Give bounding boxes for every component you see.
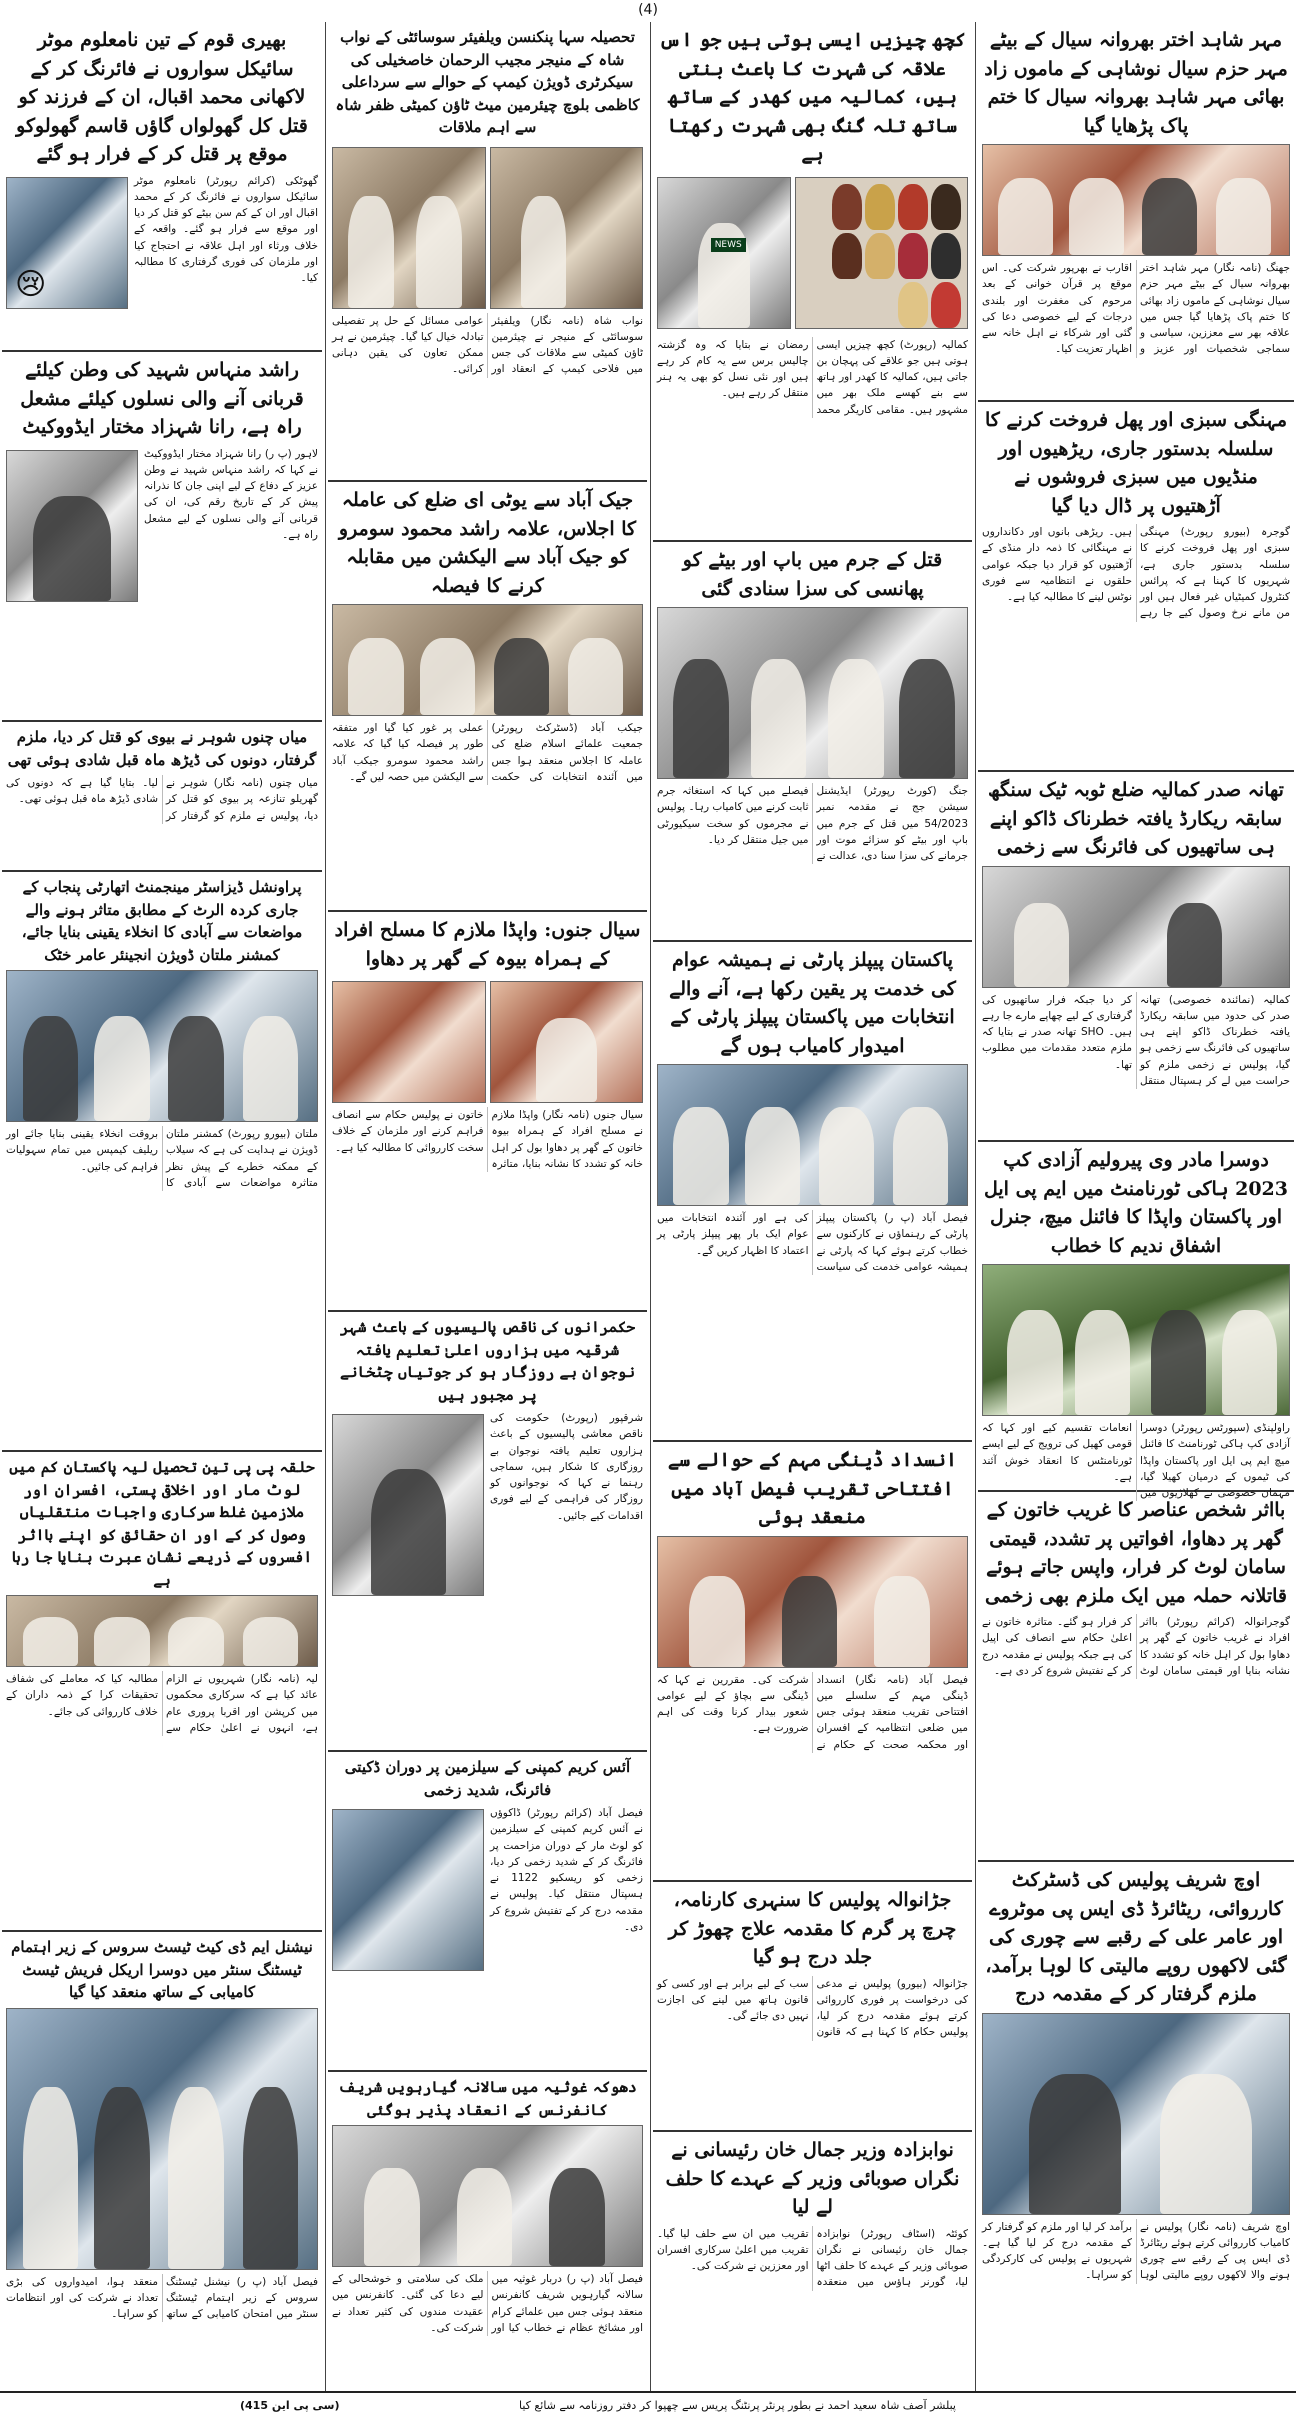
headline: راشد منہاس شہید کی وطن کیلئے قربانی آنے والی نسلوں کیلئے مشعل راہ ہے، رانا شہزاد مختار ایڈووکیٹ <box>20 359 304 438</box>
advocate-portrait <box>6 450 138 602</box>
hockey-photo <box>982 1264 1290 1416</box>
column-4 <box>653 22 972 2392</box>
headline: پراونشل ڈیزاسٹر مینجمنٹ اتھارٹی پنجاب کے جاری کردہ الرٹ کے مطابق متاثر ہونے والے مواضعات سے آبادی کا انخلاء یقینی بنایا جائے، کمشنر ملتان ڈویژن انجینئر عامر خٹک <box>21 878 303 964</box>
jui-meeting-photo <box>332 604 643 716</box>
column-5 <box>978 22 1294 2392</box>
headline: حکمرانوں کی ناقص پالیسیوں کے باعث شہر شرقیہ میں ہزاروں اعلیٰ تعلیم یافتہ نوجوان بے روزگار ہو کر جوتیاں چٹخانے پر مجبور ہیں <box>339 1318 635 1404</box>
story-unemployment <box>328 1312 647 1752</box>
story-body: ملتان (بیورو رپورٹ) کمشنر ملتان ڈویژن نے ہدایت کی ہے کہ سیلاب کے ممکنہ خطرے کے پیش نظر متاثرہ مواضعات سے آبادی کا بروقت انخلاء یقینی بنایا جائے اور ریلیف کیمپس میں تمام سہولیات فراہم کی جائیں۔ <box>6 1128 318 1189</box>
story-body: فیصل آباد (پ ر) پاکستان پیپلز پارٹی کے رہنماؤں نے کارکنوں سے خطاب کرتے ہوئے کہا کہ پارٹی نے ہمیشہ عوامی خدمت کی سیاست کی ہے اور آئندہ انتخابات میں عوام ایک بار پھر پیپلز پارٹی پر اعتماد کا اظہار کریں گے۔ <box>657 1212 968 1273</box>
story-vegetables <box>978 402 1294 772</box>
injury-photo <box>332 981 486 1103</box>
story-death-sentence <box>653 542 972 942</box>
headline: قتل کے جرم میں باپ اور بیٹے کو پھانسی کی سزا سنادی گئی <box>682 549 943 600</box>
headline: مہر شاہد اختر بھروانہ سیال کے بیٹے مہر حزم سیال نوشاہی کے ماموں زاد بھائی مہر شاہد بھروانہ سیال کا ختم پاک پڑھایا گیا <box>984 29 1288 137</box>
story-body: کوئٹہ (اسٹاف رپورٹر) نوابزادہ جمال خان رئیسانی نے نگران صوبائی وزیر کے عہدے کا حلف اٹھا لیا، گورنر ہاؤس میں منعقدہ تقریب میں ان سے حلف لیا گیا۔ تقریب میں اعلیٰ سرکاری افسران اور معززین نے شرکت کی۔ <box>657 2227 968 2289</box>
story-dengue <box>653 1442 972 1882</box>
story-body: راولپنڈی (سپورٹس رپورٹر) دوسرا آزادی کپ ہاکی ٹورنامنٹ کا فائنل میچ ایم پی ایل اور پاکستان واپڈا کی ٹیموں کے درمیان کھیلا گیا، مہمان خصوصی نے کھلاڑیوں میں انعامات تقسیم کیے اور کہا کہ قومی کھیل کی ترویج کے لیے ایسے ٹورنامنٹس کا انعقاد خوش آئند ہے۔ <box>982 1422 1290 1500</box>
story-corruption <box>2 1452 322 1932</box>
headline: جیک آباد سے یوٹی ای ضلع کی عاملہ کا اجلاس، علامہ راشد محمود سومرو کو جیک آباد سے الیکشن میں مقابلہ کرنے کا فیصلہ <box>338 489 637 597</box>
story-jaranwala <box>653 1882 972 2132</box>
headline: میاں چنوں شوہر نے بیوی کو قتل کر دیا، ملزم گرفتار، دونوں کی ڈیڑھ ماہ قبل شادی ہوئی تھی <box>7 728 317 769</box>
headline: نوابزادہ وزیر جمال خان رئیسانی نے نگراں صوبائی وزیر کے عہدے کا حلف لے لیا <box>665 2139 960 2218</box>
conference-photo <box>332 2125 643 2267</box>
story-body: لیہ (نامہ نگار) شہریوں نے الزام عائد کیا ہے کہ سرکاری محکموں میں کرپشن اور اقربا پروری عام ہے، انہوں نے اعلیٰ حکام سے مطالبہ کیا کہ معاملے کی شفاف تحقیقات کرا کے ذمہ داران کے خلاف کارروائی کی جائے۔ <box>6 1673 318 1734</box>
story-body: میاں چنوں (نامہ نگار) شوہر نے گھریلو تنازعہ پر بیوی کو قتل کر دیا، پولیس نے ملزم کو گرفتار کر لیا۔ بتایا گیا ہے کہ دونوں کی شادی ڈیڑھ ماہ قبل ہوئی تھی۔ <box>6 777 318 822</box>
story-body: شرقپور (رپورٹ) حکومت کی ناقص معاشی پالیسیوں کے باعث ہزاروں تعلیم یافتہ نوجوان بے روزگاری کا شکار ہیں، سماجی رہنما نے کہا کہ نوجوانوں کو روزگار کی فراہمی کے لیے فوری اقدامات کیے جائیں۔ <box>490 1412 643 1522</box>
story-oath <box>653 2132 972 2392</box>
footer-cpn-code: (سی پی این 415) <box>240 2399 340 2412</box>
headline: پاکستان پیپلز پارٹی نے ہمیشہ عوام کی خدمت پر یقین رکھا ہے، آنے والے انتخابات میں پاکستان پیپلز پارٹی کے امیدوار کامیاب ہوں گے <box>669 949 956 1057</box>
office-photo-1 <box>490 147 644 309</box>
portrait-photo <box>332 1414 484 1596</box>
headline: نیشنل ایم ڈی کیٹ ٹیسٹ سروس کے زیر اہتمام ٹیسٹنگ سنٹر میں دوسرا اریکل فریش ٹیسٹ کامیابی کے ساتھ منعقد کیا گیا <box>11 1938 313 2001</box>
ribbon-cutting-photo <box>657 1536 968 1668</box>
story-body: کمالیہ (نمائندہ خصوصی) تھانہ صدر کی حدود میں سابقہ ریکارڈ یافتہ خطرناک ڈاکو اپنے ہی ساتھیوں کی فائرنگ سے زخمی ہو گیا، پولیس نے زخمی ملزم کو حراست میں لے کر ہسپتال منتقل کر دیا جبکہ فرار ساتھیوں کی گرفتاری کے لیے چھاپے مارے جا رہے ہیں۔ SHO تھانہ صدر نے بتایا کہ ملزم متعدد مقدمات میں مطلوب تھا۔ <box>982 993 1290 1087</box>
story-body: نواب شاہ (نامہ نگار) ویلفیئر سوسائٹی کے منیجر نے چیئرمین ٹاؤن کمیٹی سے ملاقات کی جس میں فلاحی کیمپ کے انعقاد اور عوامی مسائل کے حل پر تفصیلی تبادلہ خیال کیا گیا۔ چیئرمین نے ہر ممکن تعاون کی یقین دہانی کرائی۔ <box>332 314 643 376</box>
story-body: سیال جنوں (نامہ نگار) واپڈا ملازم نے مسلح افراد کے ہمراہ بیوہ خاتون کے گھر پر دھاوا بول کر اہل خانہ کو تشدد کا نشانہ بنایا، متاثرہ خاتون نے پولیس حکام سے انصاف فراہم کرنے اور ملزمان کے خلاف سخت کارروائی کا مطالبہ کیا ہے۔ <box>332 1109 643 1170</box>
artisan-photo <box>657 177 791 329</box>
office-photo-2 <box>332 147 486 309</box>
exam-hall-photo <box>6 2008 318 2270</box>
story-shoes <box>653 22 972 542</box>
story-ice-cream <box>328 1752 647 2072</box>
story-conference <box>328 2072 647 2402</box>
story-iron-recovered <box>978 1862 1294 2372</box>
headline: انسداد ڈینگی مہم کے حوالے سے افتتاحی تقریب فیصل آباد میں منعقد ہوئی <box>667 1449 958 1528</box>
headline: دھوکہ غوثیہ میں سالانہ گیارہویں شریف کانفرنس کے انعقاد پذیر ہوگئی <box>338 2078 637 2119</box>
story-ppp <box>653 942 972 1442</box>
story-body: جڑانوالہ (بیورو) پولیس نے مدعی کی درخواست پر فوری کارروائی کرتے ہوئے مقدمہ درج کر لیا، پولیس حکام کا کہنا ہے کہ قانون سب کے لیے برابر ہے اور کسی کو قانون ہاتھ میں لینے کی اجازت نہیں دی جائے گی۔ <box>657 1977 968 2039</box>
headline: جڑانوالہ پولیس کا سنہری کارنامہ، چرچ پر گرم کا مقدمہ علاج چھوڑ کر جلد درج ہو گیا <box>668 1889 957 1968</box>
headline: تحصیلہ سہا پنکنسن ویلفیئر سوسائٹی کے نواب شاہ کے منیجر مجیب الرحمان خاصخیلی کی سیکرٹری ڈویژن کیمپ کے حوالے سے سرداعلی کاظمی بلوچ چیئرمین میٹ ٹاؤن کمیٹی ظفر شاہ سے اہم ملاقات <box>335 28 640 136</box>
story-rashid-minhas <box>2 352 322 722</box>
headline: اوچ شریف پولیس کی ڈسٹرکٹ کارروائی، ریٹائرڈ ڈی ایس پی موٹروے اور عامر علی کے رقبے سے چوری کی گئی لاکھوں روپے مالیتی کا لوہا برآمد، ملزم گرفتار کر کے مقدمہ درج <box>985 1869 1287 2005</box>
story-widow <box>328 912 647 1312</box>
victim-photo <box>6 177 128 309</box>
column-2 <box>2 22 322 2392</box>
crying-emoji-icon: 😢 <box>15 266 47 302</box>
gathering-photo <box>982 144 1290 256</box>
headline: سیال جنوں: واپڈا ملازم کا مسلح افراد کے ہمراہ بیوہ کے گھر پر دھاوا <box>334 919 641 970</box>
officials-photo <box>6 1595 318 1667</box>
story-body: گوجرانوالہ (کرائم رپورٹر) بااثر افراد نے غریب خاتون کے گھر پر دھاوا بول کر اہل خانہ کو تشدد کا نشانہ بنایا اور قیمتی سامان لوٹ کر فرار ہو گئے۔ متاثرہ خاتون نے اعلیٰ حکام سے انصاف کی اپیل کی ہے جبکہ پولیس نے مقدمہ درج کر کے تفتیش شروع کر دی ہے۔ <box>982 1616 1290 1677</box>
story-khatam <box>978 22 1294 402</box>
story-jui <box>328 482 647 912</box>
story-body: جھنگ (نامہ نگار) مہر شاہد اختر بھروانہ سیال کے بیٹے مہر حزم سیال نوشاہی کے ماموں زاد بھائی کا ختم پاک پڑھایا گیا جس میں علاقہ بھر سے معززین، سیاسی و سماجی شخصیات اور عزیز و اقارب نے بھرپور شرکت کی۔ اس موقع پر قرآن خوانی کے بعد مرحوم کی مغفرت اور بلندی درجات کے لیے خصوصی دعا کی گئی اور شرکاء نے اہل خانہ سے اظہار تعزیت کیا۔ <box>982 262 1290 356</box>
mic-logo: NEWS <box>711 238 746 252</box>
page-number: (4) <box>638 2 658 18</box>
footer <box>0 2391 1296 2419</box>
headline: کچھ چیزیں ایسی ہوتی ہیں جو اس علاقہ کی شہرت کا باعث بنتی ہیں، کمالیہ میں کھدر کے ساتھ ساتھ تلہ گنگ بھی شہرت رکھتا ہے <box>659 29 966 165</box>
shoes-photo <box>795 177 968 329</box>
headline: بااثر شخص عناصر کا غریب خاتون کے گھر پر دھاوا، افواتیں پر تشدد، قیمتی سامان لوٹ کر فرار، واپس جاتے ہوئے قاتلانہ حملہ میں ایک ملزم بھی زخمی <box>984 1499 1288 1607</box>
story-body: کمالیہ (رپورٹ) کچھ چیزیں ایسی ہوتی ہیں جو علاقے کی پہچان بن جاتی ہیں، کمالیہ کا کھدر اور ہاتھ سے بنے کھسے ملک بھر میں مشہور ہیں۔ مقامی کاریگر محمد رمضان نے بتایا کہ وہ گزشتہ چالیس برس سے یہ کام کر رہے ہیں اور نئی نسل کو بھی یہ ہنر منتقل کر رہے ہیں۔ <box>657 338 968 416</box>
story-body: فیصل آباد (پ ر) نیشنل ٹیسٹنگ سروس کے زیر اہتمام ٹیسٹنگ سنٹر میں امتحان کامیابی کے ساتھ منعقد ہوا، امیدواروں کی بڑی تعداد نے شرکت کی اور انتظامات کو سراہا۔ <box>6 2275 318 2321</box>
story-body: فیصل آباد (کرائم رپورٹر) ڈاکوؤں نے آئس کریم کمپنی کے سیلزمین کو لوٹ مار کے دوران مزاحمت پر فائرنگ کر کے شدید زخمی کر دیا، زخمی کو ریسکیو 1122 نے ہسپتال منتقل کیا۔ پولیس نے مقدمہ درج کر کے تفتیش شروع کر دی۔ <box>490 1807 643 1933</box>
story-dacoit <box>978 772 1294 1142</box>
commissioner-visit-photo <box>6 970 318 1122</box>
headline: مہنگی سبزی اور پھل فروخت کرنے کا سلسلہ بدستور جاری، ریڑھیوں اور منڈیوں میں سبزی فروشوں نے آڑھتیوں پر ڈال دیا گیا <box>984 409 1288 517</box>
story-body: فیصل آباد (پ ر) دربار غوثیہ میں سالانہ گیارہویں شریف کانفرنس منعقد ہوئی جس میں علمائے کرام اور مشائخ عظام نے خطاب کیا اور ملک کی سلامتی و خوشحالی کے لیے دعا کی گئی۔ کانفرنس میں عقیدت مندوں کی کثیر تعداد نے شرکت کی۔ <box>332 2273 643 2334</box>
story-wife-murder <box>2 722 322 872</box>
story-firing <box>2 22 322 352</box>
story-hockey <box>978 1142 1294 1500</box>
column-3 <box>328 22 647 2392</box>
footer-imprint: پبلشر آصف شاہ سعید احمد نے بطور پرنٹر پرنٹنگ پریس سے چھپوا کر دفتر روزنامہ سے شائع کیا <box>519 2399 956 2412</box>
story-house-raid <box>978 1492 1294 1862</box>
story-body: گھوٹکی (کرائم رپورٹر) نامعلوم موٹر سائیکل سواروں نے فائرنگ کر کے محمد اقبال اور ان کے کم سن بیٹے کو قتل کر دیا اور موقع سے فرار ہو گئے۔ واقعہ کے خلاف ورثاء اور اہل علاقہ نے احتجاج کیا اور ملزمان کی فوری گرفتاری کا مطالبہ کیا۔ <box>134 174 318 285</box>
story-body: گوجرہ (بیورو رپورٹ) مہنگی سبزی اور پھل فروخت کرنے کا سلسلہ بدستور جاری ہے، شہریوں کا کہنا ہے کہ پرائس کنٹرول کمیٹیاں غیر فعال ہیں اور من مانے نرخ وصول کیے جا رہے ہیں۔ ریڑھی بانوں اور دکانداروں نے مہنگائی کا ذمہ دار منڈی کے آڑھتیوں کو قرار دیا جبکہ عوامی حلقوں نے انتظامیہ سے فوری نوٹس لینے کا مطالبہ کیا ہے۔ <box>982 526 1290 620</box>
story-test-service <box>2 1932 322 2392</box>
story-body: جنگ (کورٹ رپورٹر) ایڈیشنل سیشن جج نے مقدمہ نمبر 54/2023 میں قتل کے جرم میں باپ اور بیٹے کو سزائے موت اور جرمانے کی سزا سنا دی، عدالت نے فیصلے میں کہا کہ استغاثہ جرم ثابت کرنے میں کامیاب رہا۔ پولیس نے مجرموں کو سخت سیکیورٹی میں جیل منتقل کر دیا۔ <box>657 785 968 863</box>
story-welfare <box>328 22 647 482</box>
meeting-photo <box>657 1064 968 1206</box>
story-body: لاہور (پ ر) رانا شہزاد مختار ایڈووکیٹ نے کہا کہ راشد منہاس شہید نے وطن عزیز کے دفاع کے لیے اپنی جان کا نذرانہ پیش کر کے تاریخ رقم کی، ان کی قربانی آنے والی نسلوں کے لیے مشعل راہ ہے۔ <box>144 447 318 541</box>
injured-woman-photo <box>490 981 644 1103</box>
story-pdma <box>2 872 322 1452</box>
headline: حلقہ پی پی تین تحصیل لیہ پاکستان کم میں لوٹ مار اور اخلاقی پستی، افسران اور ملازمین غلط سرکاری واجبات منتقلیاں وصول کر کے اور ان حقائق کو اپنے بااثر افسروں کے ذریعے نشان عبرت بنایا جا رہا ہے <box>9 1458 315 1589</box>
headline: بھیری قوم کے تین نامعلوم موٹر سائیکل سواروں نے فائرنگ کر کے لاکھانی محمد اقبال، ان کے فرزند کو قتل کل گھولواں گاؤں قاسم گھولوکو موقع پر قتل کر کے فرار ہو گئے <box>16 29 308 165</box>
story-body: فیصل آباد (نامہ نگار) انسداد ڈینگی مہم کے سلسلے میں افتتاحی تقریب منعقد ہوئی جس میں ضلعی انتظامیہ کے افسران اور محکمہ صحت کے حکام نے شرکت کی۔ مقررین نے کہا کہ ڈینگی سے بچاؤ کے لیے عوامی شعور بیدار کرنا وقت کی اہم ضرورت ہے۔ <box>657 1673 968 1751</box>
headline: آئس کریم کمپنی کے سیلزمین پر دوران ڈکیتی فائرنگ، شدید زخمی <box>344 1758 631 1799</box>
story-body: اوچ شریف (نامہ نگار) پولیس نے کامیاب کارروائی کرتے ہوئے ریٹائرڈ ڈی ایس پی کے رقبے سے چوری ہونے والا لاکھوں روپے مالیتی لوہا برآمد کر لیا اور ملزم کو گرفتار کر کے مقدمہ درج کر لیا گیا ہے۔ شہریوں نے پولیس کی کارکردگی کو سراہا۔ <box>982 2220 1290 2282</box>
headline: دوسرا مادر وی پیرولیم آزادی کپ 2023 ہاکی ٹورنامنٹ میں ایم پی ایل اور پاکستان واپڈا کا فائنل میچ، جنرل اشفاق ندیم کا خطاب <box>984 1149 1288 1257</box>
injured-man-photo <box>332 1809 484 1971</box>
convicts-photo <box>657 607 968 779</box>
police-station-photo <box>982 866 1290 988</box>
story-body: جیکب آباد (ڈسٹرکٹ رپورٹر) جمعیت علمائے اسلام ضلع کی عاملہ کا اجلاس منعقد ہوا جس میں آئندہ انتخابات کی حکمت عملی پر غور کیا گیا اور متفقہ طور پر فیصلہ کیا گیا کہ علامہ راشد محمود سومرو جیکب آباد سے الیکشن میں حصہ لیں گے۔ <box>332 722 643 783</box>
headline: تھانہ صدر کمالیہ ضلع ٹوبہ ٹیک سنگھ سابقہ ریکارڈ یافتہ خطرناک ڈاکو اپنے ہی ساتھیوں کی فائرنگ سے زخمی <box>988 779 1284 858</box>
suspects-photo <box>982 2013 1290 2215</box>
